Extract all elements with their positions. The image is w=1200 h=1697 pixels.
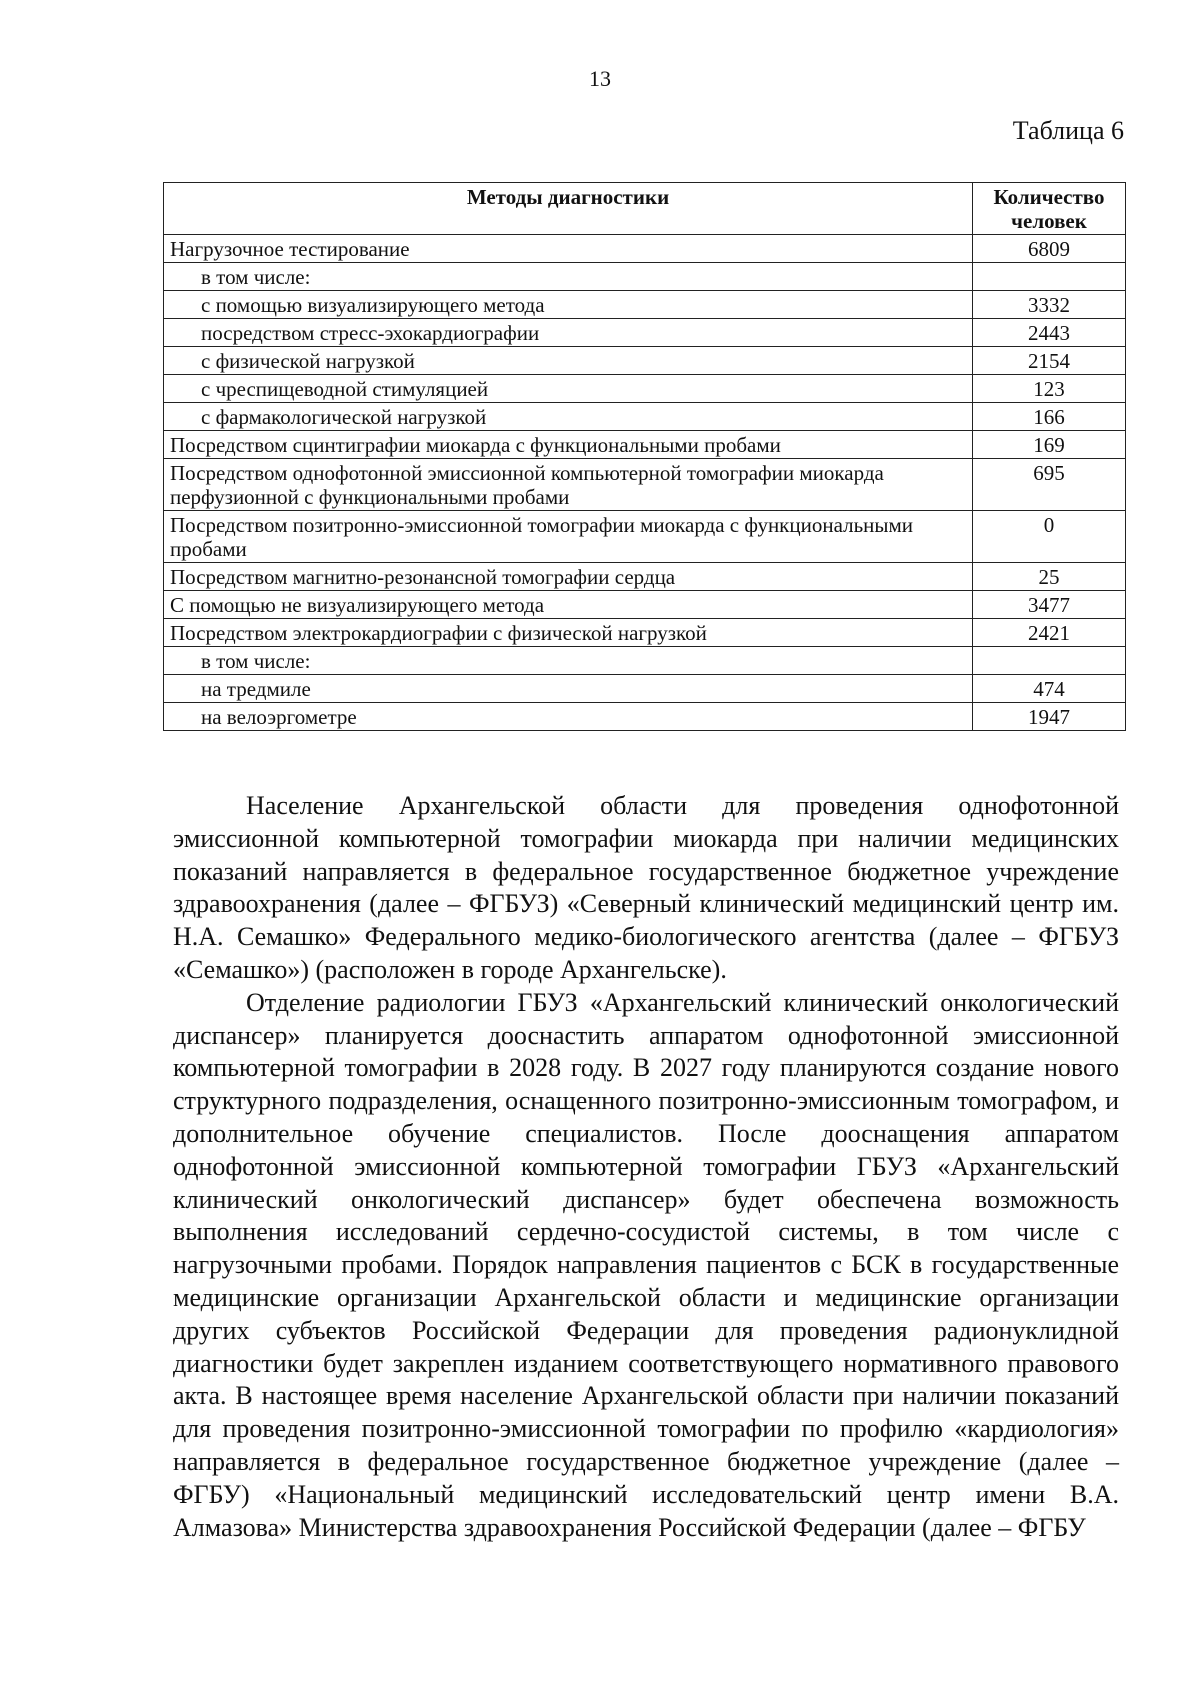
header-count: Количество человек xyxy=(973,183,1126,235)
table-row xyxy=(164,563,1126,591)
row-label: с чреспищеводной стимуляцией xyxy=(164,375,973,403)
paragraph: Отделение радиологии ГБУЗ «Архангельский клинический онкологический диспансер» планируется дооснастить аппаратом однофотонной эмиссионной компьютерной томографии в 2028 году. В 2027 году планируются создание нового структурного подразделения, оснащенного позитронно-эмиссионным томографом, и дополнительное обучение специалистов. После дооснащения аппаратом однофотонной эмиссионной компьютерной томографии ГБУЗ «Архангельский клинический онкологический диспансер» будет обеспечена возможность выполнения исследований сердечно-сосудистой системы, в том числе с нагрузочными пробами. Порядок направления пациентов с БСК в государственные медицинские организации Архангельской области и медицинские организации других субъектов Российской Федерации для проведения радионуклидной диагностики будет закреплен изданием соответствующего нормативного правового акта. В настоящее время население Архангельской области при наличии показаний для проведения позитронно-эмиссионной томографии по профилю «кардиология» направляется в федеральное государственное бюджетное учреждение (далее – ФГБУ) «Национальный медицинский исследовательский центр имени В.А. Алмазова» Министерства здравоохранения Российской Федерации (далее – ФГБУ xyxy=(173,987,1119,1542)
table-row xyxy=(164,375,1126,403)
row-value xyxy=(973,263,1126,291)
table-row xyxy=(164,619,1126,647)
row-label: Посредством сцинтиграфии миокарда с функциональными пробами xyxy=(164,431,973,459)
row-value: 0 xyxy=(973,511,1126,563)
row-label: в том числе: xyxy=(164,647,973,675)
row-label: Посредством позитронно-эмиссионной томографии миокарда с функциональными пробами xyxy=(164,511,973,563)
table-row xyxy=(164,263,1126,291)
row-value: 3332 xyxy=(973,291,1126,319)
row-label: Посредством однофотонной эмиссионной компьютерной томографии миокарда перфузионной с функциональными пробами xyxy=(164,459,973,511)
row-value: 2154 xyxy=(973,347,1126,375)
table-row xyxy=(164,235,1126,263)
row-value: 695 xyxy=(973,459,1126,511)
row-label: на тредмиле xyxy=(164,675,973,703)
row-label: с помощью визуализирующего метода xyxy=(164,291,973,319)
row-value: 1947 xyxy=(973,703,1126,731)
body-text xyxy=(173,790,1119,1544)
row-value: 169 xyxy=(973,431,1126,459)
row-value: 474 xyxy=(973,675,1126,703)
table-caption: Таблица 6 xyxy=(1012,116,1124,145)
row-value: 2421 xyxy=(973,619,1126,647)
table-body xyxy=(164,235,1126,731)
table-row xyxy=(164,347,1126,375)
row-label: Посредством магнитно-резонансной томографии сердца xyxy=(164,563,973,591)
row-value: 166 xyxy=(973,403,1126,431)
table-row xyxy=(164,431,1126,459)
row-value: 25 xyxy=(973,563,1126,591)
table-row xyxy=(164,647,1126,675)
row-label: на велоэргометре xyxy=(164,703,973,731)
table-row xyxy=(164,675,1126,703)
table-header-row xyxy=(164,183,1126,235)
table-row xyxy=(164,511,1126,563)
row-label: в том числе: xyxy=(164,263,973,291)
row-label: Нагрузочное тестирование xyxy=(164,235,973,263)
table-row xyxy=(164,319,1126,347)
header-method: Методы диагностики xyxy=(164,183,973,235)
row-label: посредством стресс-эхокардиографии xyxy=(164,319,973,347)
table-row xyxy=(164,703,1126,731)
row-value xyxy=(973,647,1126,675)
diagnostics-table xyxy=(163,182,1126,731)
table-row xyxy=(164,403,1126,431)
row-value: 3477 xyxy=(973,591,1126,619)
row-value: 123 xyxy=(973,375,1126,403)
row-value: 2443 xyxy=(973,319,1126,347)
row-label: с фармакологической нагрузкой xyxy=(164,403,973,431)
table-row xyxy=(164,291,1126,319)
row-label: Посредством электрокардиографии с физической нагрузкой xyxy=(164,619,973,647)
table-row xyxy=(164,459,1126,511)
paragraph: Население Архангельской области для проведения однофотонной эмиссионной компьютерной томографии миокарда при наличии медицинских показаний направляется в федеральное государственное бюджетное учреждение здравоохранения (далее – ФГБУЗ) «Северный клинический медицинский центр им. Н.А. Семашко» Федерального медико-биологического агентства (далее – ФГБУЗ «Семашко») (расположен в городе Архангельске). xyxy=(173,791,1119,984)
row-value: 6809 xyxy=(973,235,1126,263)
table-row xyxy=(164,591,1126,619)
row-label: С помощью не визуализирующего метода xyxy=(164,591,973,619)
row-label: с физической нагрузкой xyxy=(164,347,973,375)
page-number: 13 xyxy=(589,66,611,91)
